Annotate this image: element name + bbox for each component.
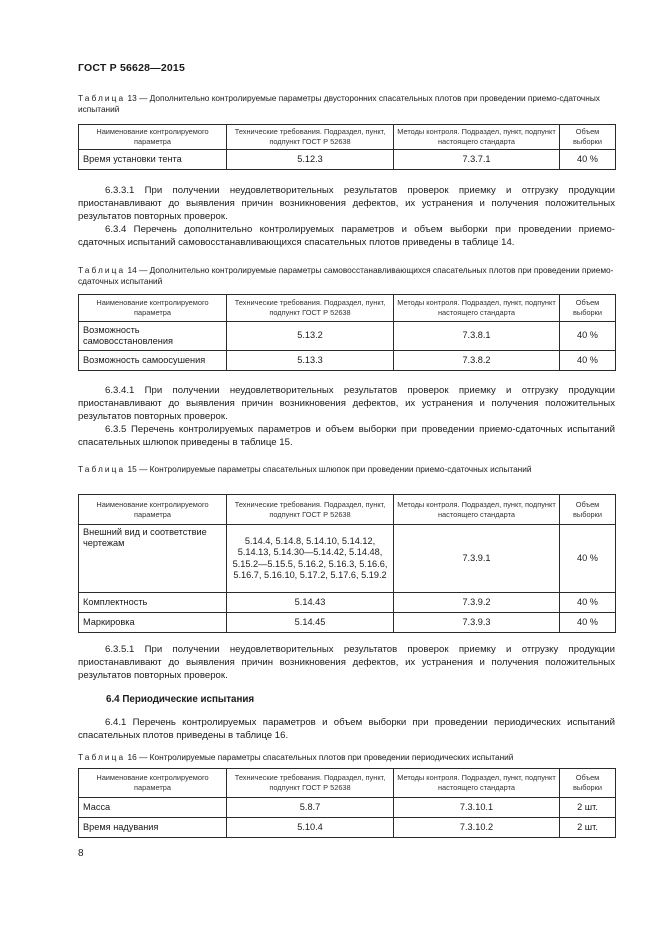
cell-parameter: Внешний вид и соответствие чертежам	[79, 525, 227, 593]
cell-requirements: 5.13.3	[227, 351, 394, 371]
cell-method: 7.3.9.1	[394, 525, 560, 593]
header-methods: Методы контроля. Подраздел, пункт, подпункт настоящего стандарта	[394, 125, 560, 150]
cell-parameter: Возможность самоосушения	[79, 351, 227, 371]
cell-volume: 40 %	[560, 322, 616, 351]
section-6-4-title: 6.4 Периодические испытания	[106, 694, 255, 705]
cell-method: 7.3.8.2	[394, 351, 560, 371]
table-header-row	[79, 125, 616, 150]
table-16	[78, 768, 616, 838]
table-row	[79, 150, 616, 170]
cell-parameter: Маркировка	[79, 613, 227, 633]
header-requirements: Технические требования. Подраздел, пункт, подпункт ГОСТ Р 52638	[227, 769, 394, 798]
table-word: Таблица	[78, 752, 126, 762]
table-row	[79, 322, 616, 351]
page-number: 8	[78, 848, 84, 859]
header-methods: Методы контроля. Подраздел, пункт, подпункт настоящего стандарта	[394, 769, 560, 798]
table-header-row	[79, 295, 616, 322]
paragraph-6-4-1: 6.4.1 Перечень контролируемых параметров и объем выборки при проведении периодических испытаний спасательных плотов приведены в таблице 16.	[78, 717, 615, 741]
paragraph-6-3-5-1: 6.3.5.1 При получении неудовлетворительных результатов проверок приемку и отгрузку продукции приостанавливают до выявления причин возникновения дефектов, их устранения и получения положительных результатов повторных проверок.	[78, 644, 615, 681]
header-parameter: Наименование контролируемого параметра	[79, 125, 227, 150]
header-parameter: Наименование контролируемого параметра	[79, 295, 227, 322]
header-parameter: Наименование контролируемого параметра	[79, 769, 227, 798]
standard-header: ГОСТ Р 56628—2015	[78, 62, 186, 74]
cell-method: 7.3.7.1	[394, 150, 560, 170]
table-14-caption	[78, 265, 615, 287]
table-row	[79, 593, 616, 613]
cell-requirements: 5.8.7	[227, 798, 394, 818]
cell-method: 7.3.10.1	[394, 798, 560, 818]
table-row	[79, 351, 616, 371]
cell-requirements: 5.14.43	[227, 593, 394, 613]
header-volume: Объем выборки	[560, 295, 616, 322]
cell-volume: 2 шт.	[560, 818, 616, 838]
table-14	[78, 294, 616, 371]
cell-requirements: 5.13.2	[227, 322, 394, 351]
table-16-caption	[78, 752, 615, 763]
table-15-caption-text: 15 — Контролируемые параметры спасательных шлюпок при проведении приемо-сдаточных испытаний	[127, 464, 532, 474]
header-methods: Методы контроля. Подраздел, пункт, подпункт настоящего стандарта	[394, 295, 560, 322]
table-row	[79, 798, 616, 818]
header-volume: Объем выборки	[560, 125, 616, 150]
header-requirements: Технические требования. Подраздел, пункт, подпункт ГОСТ Р 52638	[227, 295, 394, 322]
header-requirements: Технические требования. Подраздел, пункт, подпункт ГОСТ Р 52638	[227, 495, 394, 525]
cell-method: 7.3.9.3	[394, 613, 560, 633]
table-header-row	[79, 495, 616, 525]
cell-parameter: Возможность самовосстановления	[79, 322, 227, 351]
cell-requirements: 5.12.3	[227, 150, 394, 170]
cell-requirements: 5.14.45	[227, 613, 394, 633]
table-row	[79, 818, 616, 838]
table-row	[79, 525, 616, 593]
cell-parameter: Масса	[79, 798, 227, 818]
table-13-caption	[78, 93, 615, 115]
table-16-caption-text: 16 — Контролируемые параметры спасательных плотов при проведении периодических испытаний	[127, 752, 514, 762]
table-13	[78, 124, 616, 170]
cell-volume: 2 шт.	[560, 798, 616, 818]
table-13-caption-text: 13 — Дополнительно контролируемые параметры двусторонних спасательных плотов при проведении приемо-сдаточных испытаний	[78, 93, 600, 114]
cell-method: 7.3.9.2	[394, 593, 560, 613]
paragraph-6-3-4-1: 6.3.4.1 При получении неудовлетворительных результатов проверок приемку и отгрузку продукции приостанавливают до выявления причин возникновения дефектов, их устранения и получения положительных результатов повторных проверок.	[78, 385, 615, 422]
header-requirements: Технические требования. Подраздел, пункт, подпункт ГОСТ Р 52638	[227, 125, 394, 150]
cell-volume: 40 %	[560, 351, 616, 371]
cell-requirements: 5.10.4	[227, 818, 394, 838]
cell-volume: 40 %	[560, 613, 616, 633]
header-volume: Объем выборки	[560, 495, 616, 525]
header-volume: Объем выборки	[560, 769, 616, 798]
paragraph-6-3-3-1: 6.3.3.1 При получении неудовлетворительных результатов проверок приемку и отгрузку продукции приостанавливают до выявления причин возникновения дефектов, их устранения и получения положительных результатов повторных проверок.	[78, 185, 615, 222]
table-14-caption-text: 14 — Дополнительно контролируемые параметры самовосстанавливающихся спасательных плотов при проведении приемо-сдаточных испытаний	[78, 265, 614, 286]
paragraph-6-3-4: 6.3.4 Перечень дополнительно контролируемых параметров и объем выборки при проведении приемо-сдаточных испытаний самовосстанавливающихся спасательных плотов приведены в таблице 14.	[78, 224, 615, 248]
table-word: Таблица	[78, 93, 126, 103]
cell-method: 7.3.10.2	[394, 818, 560, 838]
cell-volume: 40 %	[560, 150, 616, 170]
table-15-caption	[78, 464, 615, 475]
table-word: Таблица	[78, 464, 126, 474]
cell-method: 7.3.8.1	[394, 322, 560, 351]
cell-parameter: Время установки тента	[79, 150, 227, 170]
table-header-row	[79, 769, 616, 798]
cell-volume: 40 %	[560, 593, 616, 613]
header-parameter: Наименование контролируемого параметра	[79, 495, 227, 525]
cell-parameter: Комплектность	[79, 593, 227, 613]
cell-volume: 40 %	[560, 525, 616, 593]
cell-parameter: Время надувания	[79, 818, 227, 838]
paragraph-6-3-5: 6.3.5 Перечень контролируемых параметров и объем выборки при проведении приемо-сдаточных испытаний спасательных шлюпок приведены в таблице 15.	[78, 424, 615, 448]
table-word: Таблица	[78, 265, 126, 275]
header-methods: Методы контроля. Подраздел, пункт, подпункт настоящего стандарта	[394, 495, 560, 525]
table-row	[79, 613, 616, 633]
table-15	[78, 494, 616, 633]
cell-requirements: 5.14.4, 5.14.8, 5.14.10, 5.14.12, 5.14.13, 5.14.30—5.14.42, 5.14.48, 5.15.2—5.15.5, 5.16.2, 5.16.3, 5.16.6, 5.16.7, 5.16.10, 5.17.2, 5.17.6, 5.19.2	[227, 525, 394, 593]
